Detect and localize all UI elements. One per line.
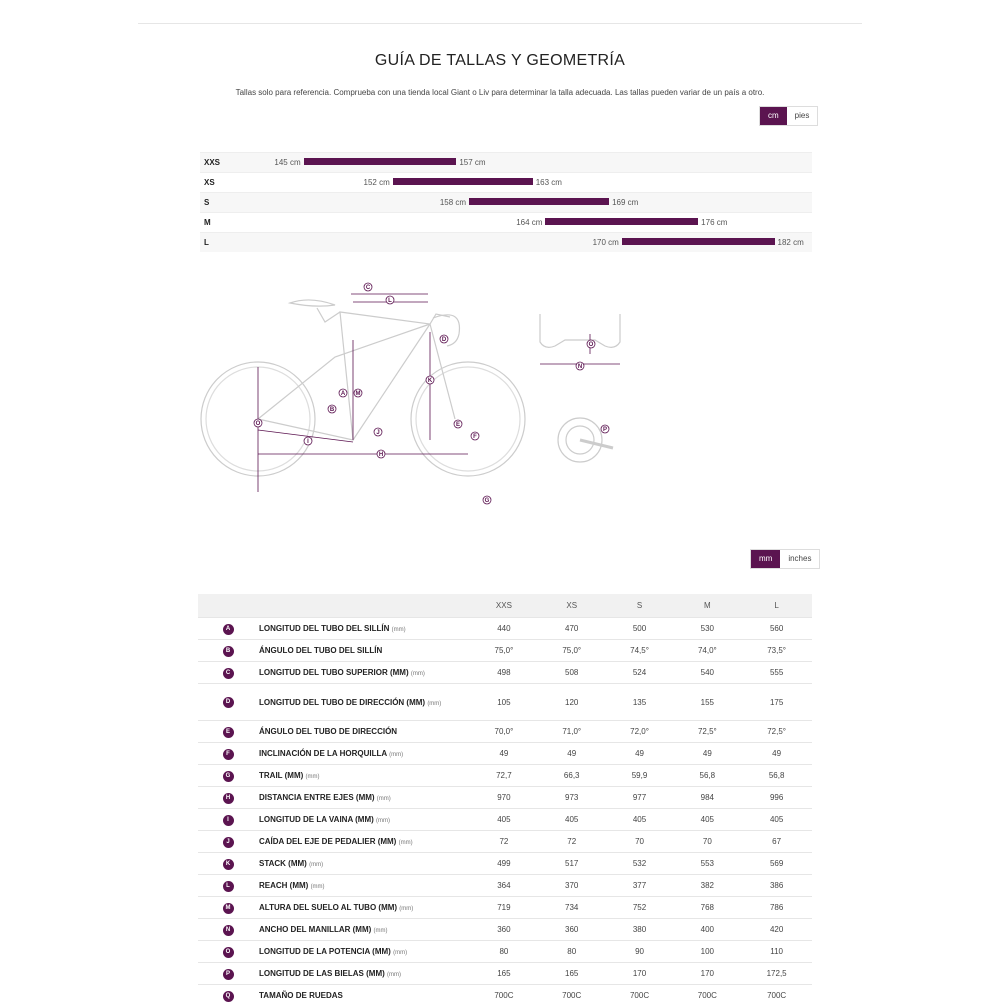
svg-text:P: P [603,427,607,433]
value-cell: 700C [673,985,741,1006]
bike-outline [201,300,620,476]
marker-i [304,437,312,445]
marker-e [454,420,462,428]
row-name-cell [258,662,470,684]
size-min-label: 158 cm [440,198,466,207]
value-cell: 110 [741,941,812,963]
table-row [198,963,812,985]
size-max-label: 182 cm [778,238,804,247]
svg-text:G: G [485,498,490,504]
size-min-label: 152 cm [364,178,390,187]
row-letter-cell [198,985,258,1006]
size-column-header: S [606,594,674,618]
value-cell: 530 [673,618,741,640]
marker-d [440,335,448,343]
size-range-row [200,192,812,212]
value-cell: 370 [538,875,606,897]
svg-text:O: O [589,342,594,348]
row-letter-cell [198,721,258,743]
value-cell: 120 [538,684,606,721]
row-letter-badge: F [223,749,234,760]
crank-arm-shape [580,440,613,448]
value-cell: 74,0° [673,640,741,662]
dimension-markers [254,283,609,504]
row-letter-badge: M [223,903,234,914]
row-letter-badge: A [223,624,234,635]
row-name: TRAIL (MM) [259,771,303,780]
value-cell: 386 [741,875,812,897]
row-name-cell [258,985,470,1006]
value-cell: 70 [606,831,674,853]
value-cell: 66,3 [538,765,606,787]
page-title: GUÍA DE TALLAS Y GEOMETRÍA [0,52,1000,70]
row-letter-cell [198,787,258,809]
header-empty [258,594,470,618]
table-header-row [198,594,812,618]
size-max-label: 163 cm [536,178,562,187]
value-cell: 560 [741,618,812,640]
row-letter-badge: Q [223,991,234,1002]
value-cell: 71,0° [538,721,606,743]
row-unit: (mm) [376,818,390,824]
frame-stays-shape [258,324,430,419]
marker-b [328,405,336,413]
size-label: S [204,198,209,207]
row-letter-cell [198,662,258,684]
seatpost-shape [317,308,340,322]
marker-c [364,283,372,291]
value-cell: 360 [538,919,606,941]
svg-text:F: F [473,434,477,440]
row-letter-badge: K [223,859,234,870]
table-row [198,743,812,765]
size-range-row [200,172,812,192]
marker-k [426,376,434,384]
value-cell: 500 [606,618,674,640]
row-name: ÁNGULO DEL TUBO DE DIRECCIÓN [259,727,397,736]
row-name-cell [258,809,470,831]
table-row [198,985,812,1006]
value-cell: 72,5° [741,721,812,743]
table-row [198,662,812,684]
row-unit: (mm) [399,840,413,846]
size-min-label: 145 cm [274,158,300,167]
row-unit: (mm) [374,928,388,934]
row-letter-cell [198,618,258,640]
size-column-header: L [741,594,812,618]
row-unit: (mm) [389,752,403,758]
value-cell: 165 [470,963,538,985]
geometry-table [198,594,812,1006]
row-letter-badge: N [223,925,234,936]
table-row [198,787,812,809]
value-cell: 72 [538,831,606,853]
row-name-cell [258,721,470,743]
row-unit: (mm) [427,701,441,707]
value-cell: 524 [606,662,674,684]
value-cell: 72 [470,831,538,853]
row-unit: (mm) [387,972,401,978]
row-name: CAÍDA DEL EJE DE PEDALIER (MM) [259,837,396,846]
table-row [198,941,812,963]
value-cell: 377 [606,875,674,897]
row-unit: (mm) [411,671,425,677]
size-column-header: XS [538,594,606,618]
value-cell: 984 [673,787,741,809]
svg-text:C: C [366,285,371,291]
height-unit-toggle [759,106,818,126]
value-cell: 73,5° [741,640,812,662]
row-name: TAMAÑO DE RUEDAS [259,991,343,1000]
unit-cm-button[interactable]: cm [760,107,787,125]
row-name: STACK (MM) [259,859,307,868]
value-cell: 532 [606,853,674,875]
row-name-cell [258,919,470,941]
value-cell: 977 [606,787,674,809]
value-cell: 80 [538,941,606,963]
value-cell: 700C [741,985,812,1006]
value-cell: 719 [470,897,538,919]
row-letter-badge: H [223,793,234,804]
row-letter-cell [198,941,258,963]
row-letter-cell [198,765,258,787]
top-divider [138,23,862,24]
value-cell: 380 [606,919,674,941]
size-min-label: 170 cm [593,238,619,247]
frame-down-tube-shape [353,314,450,440]
value-cell: 553 [673,853,741,875]
table-row [198,640,812,662]
marker-l [386,296,394,304]
row-letter-cell [198,743,258,765]
row-name: ÁNGULO DEL TUBO DEL SILLÍN [259,646,382,655]
page-subtitle: Tallas solo para referencia. Comprueba con una tienda local Giant o Liv para determinar la talla adecuada. Las tallas pueden variar de un país a otro. [0,88,1000,97]
unit-feet-button[interactable]: pies [787,107,818,125]
row-name-cell [258,853,470,875]
value-cell: 555 [741,662,812,684]
size-range-chart [200,152,812,252]
size-range-bar [304,158,457,165]
value-cell: 405 [741,809,812,831]
value-cell: 498 [470,662,538,684]
svg-text:D: D [442,337,447,343]
row-letter-badge: C [223,668,234,679]
size-max-label: 169 cm [612,198,638,207]
svg-text:B: B [330,407,335,413]
size-max-label: 176 cm [701,218,727,227]
row-name-cell [258,765,470,787]
row-name: LONGITUD DE LAS BIELAS (MM) [259,969,385,978]
row-name-cell [258,875,470,897]
size-label: M [204,218,211,227]
row-letter-cell [198,963,258,985]
value-cell: 170 [673,963,741,985]
value-cell: 540 [673,662,741,684]
value-cell: 172,5 [741,963,812,985]
value-cell: 74,5° [606,640,674,662]
table-row [198,853,812,875]
value-cell: 420 [741,919,812,941]
row-unit: (mm) [311,884,325,890]
marker-m [354,389,362,397]
handlebar-front-shape [540,314,620,347]
value-cell: 105 [470,684,538,721]
value-cell: 70,0° [470,721,538,743]
row-letter-badge: J [223,837,234,848]
row-unit: (mm) [377,796,391,802]
table-row [198,765,812,787]
value-cell: 72,7 [470,765,538,787]
value-cell: 405 [470,809,538,831]
row-name: ALTURA DEL SUELO AL TUBO (MM) [259,903,397,912]
row-name: LONGITUD DEL TUBO DE DIRECCIÓN (MM) [259,698,425,707]
row-unit: (mm) [393,950,407,956]
value-cell: 155 [673,684,741,721]
table-row [198,684,812,721]
value-cell: 440 [470,618,538,640]
value-cell: 786 [741,897,812,919]
value-cell: 75,0° [538,640,606,662]
size-range-row [200,232,812,252]
table-row [198,721,812,743]
row-letter-cell [198,640,258,662]
size-label: XXS [204,158,220,167]
marker-o [254,419,262,427]
row-name: ANCHO DEL MANILLAR (MM) [259,925,371,934]
value-cell: 517 [538,853,606,875]
geometry-table-body [198,618,812,1006]
value-cell: 734 [538,897,606,919]
row-unit: (mm) [306,774,320,780]
marker-f [471,432,479,440]
row-letter-cell [198,919,258,941]
row-name-cell [258,831,470,853]
row-name: LONGITUD DE LA VAINA (MM) [259,815,374,824]
marker-h [377,450,385,458]
svg-text:I: I [307,439,309,445]
value-cell: 470 [538,618,606,640]
row-letter-cell [198,809,258,831]
value-cell: 80 [470,941,538,963]
value-cell: 405 [606,809,674,831]
value-cell: 996 [741,787,812,809]
size-column-header: XXS [470,594,538,618]
table-row [198,919,812,941]
row-unit: (mm) [392,627,406,633]
row-letter-cell [198,831,258,853]
value-cell: 49 [673,743,741,765]
value-cell: 49 [538,743,606,765]
svg-text:M: M [356,391,361,397]
value-cell: 382 [673,875,741,897]
size-column-header: M [673,594,741,618]
marker-p [601,425,609,433]
value-cell: 700C [606,985,674,1006]
size-range-row [200,152,812,172]
svg-text:A: A [341,391,346,397]
value-cell: 700C [470,985,538,1006]
row-name: INCLINACIÓN DE LA HORQUILLA [259,749,387,758]
table-row [198,809,812,831]
header-empty [198,594,258,618]
row-name: DISTANCIA ENTRE EJES (MM) [259,793,375,802]
row-name-cell [258,963,470,985]
row-name-cell [258,618,470,640]
marker-g [483,496,491,504]
table-unit-toggle [750,549,820,569]
svg-text:N: N [578,364,582,370]
table-row [198,618,812,640]
row-letter-badge: I [223,815,234,826]
row-name-cell [258,897,470,919]
value-cell: 569 [741,853,812,875]
svg-text:L: L [388,298,392,304]
value-cell: 135 [606,684,674,721]
size-range-bar [393,178,533,185]
value-cell: 100 [673,941,741,963]
marker-a [339,389,347,397]
value-cell: 49 [741,743,812,765]
svg-text:O: O [256,421,261,427]
value-cell: 90 [606,941,674,963]
value-cell: 973 [538,787,606,809]
row-letter-badge: E [223,727,234,738]
size-min-label: 164 cm [516,218,542,227]
value-cell: 405 [673,809,741,831]
row-name-cell [258,787,470,809]
row-name: LONGITUD DE LA POTENCIA (MM) [259,947,391,956]
row-letter-cell [198,853,258,875]
value-cell: 405 [538,809,606,831]
row-letter-badge: B [223,646,234,657]
row-letter-badge: D [223,697,234,708]
size-max-label: 157 cm [459,158,485,167]
value-cell: 508 [538,662,606,684]
svg-text:K: K [428,378,433,384]
row-letter-cell [198,684,258,721]
saddle-shape [290,300,335,306]
row-unit: (mm) [399,906,413,912]
value-cell: 170 [606,963,674,985]
size-range-bar [622,238,775,245]
value-cell: 768 [673,897,741,919]
value-cell: 970 [470,787,538,809]
value-cell: 70 [673,831,741,853]
row-name: LONGITUD DEL TUBO DEL SILLÍN [259,624,389,633]
svg-text:H: H [379,452,383,458]
size-range-row [200,212,812,232]
row-letter-badge: G [223,771,234,782]
value-cell: 49 [470,743,538,765]
row-letter-badge: L [223,881,234,892]
value-cell: 700C [538,985,606,1006]
value-cell: 59,9 [606,765,674,787]
svg-text:J: J [376,430,379,436]
size-label: L [204,238,209,247]
value-cell: 72,5° [673,721,741,743]
row-name-cell [258,684,470,721]
value-cell: 56,8 [673,765,741,787]
row-name: LONGITUD DEL TUBO SUPERIOR (MM) [259,668,409,677]
value-cell: 175 [741,684,812,721]
row-name: REACH (MM) [259,881,308,890]
value-cell: 72,0° [606,721,674,743]
row-letter-badge: P [223,969,234,980]
unit-mm-button[interactable]: mm [751,550,780,568]
svg-text:E: E [456,422,460,428]
value-cell: 75,0° [470,640,538,662]
row-name-cell [258,640,470,662]
size-label: XS [204,178,215,187]
row-name-cell [258,743,470,765]
size-range-bar [545,218,698,225]
row-letter-cell [198,897,258,919]
table-row [198,831,812,853]
value-cell: 67 [741,831,812,853]
table-row [198,875,812,897]
row-unit: (mm) [309,862,323,868]
row-name-cell [258,941,470,963]
unit-inches-button[interactable]: inches [780,550,819,568]
bike-geometry-diagram [195,262,645,522]
table-row [198,897,812,919]
row-letter-badge: O [223,947,234,958]
value-cell: 360 [470,919,538,941]
value-cell: 364 [470,875,538,897]
marker-j [374,428,382,436]
row-letter-cell [198,875,258,897]
value-cell: 56,8 [741,765,812,787]
marker-o-stem [587,340,595,348]
value-cell: 165 [538,963,606,985]
size-range-bar [469,198,609,205]
value-cell: 752 [606,897,674,919]
value-cell: 49 [606,743,674,765]
value-cell: 499 [470,853,538,875]
value-cell: 400 [673,919,741,941]
marker-n [576,362,584,370]
